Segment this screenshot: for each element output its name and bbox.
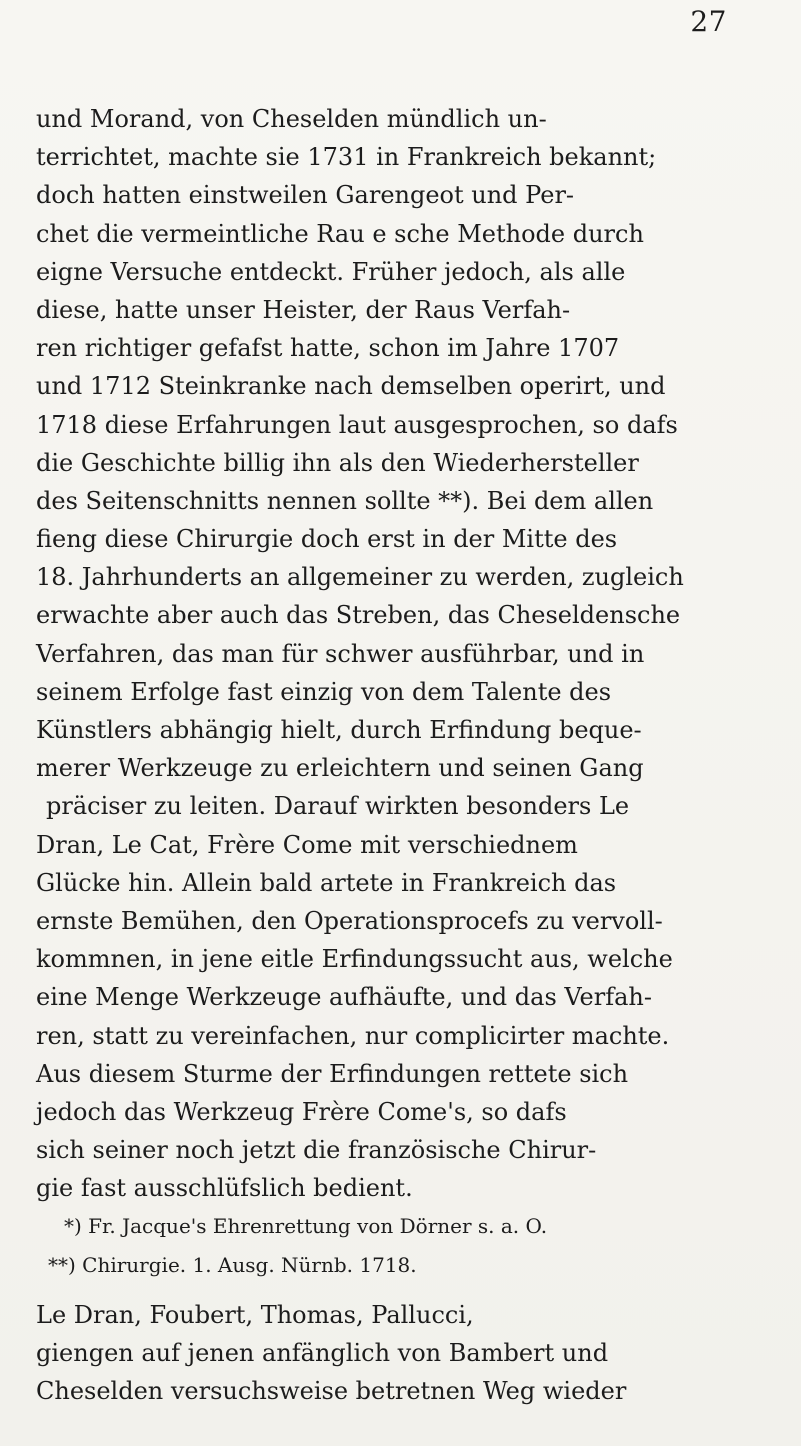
text-line: eine Menge Werkzeuge aufhäufte, und das Verfah- bbox=[36, 983, 652, 1012]
text-line: giengen auf jenen anfänglich von Bambert und bbox=[36, 1339, 609, 1367]
text-line: präciser zu leiten. Darauf wirkten besonders Le bbox=[46, 792, 630, 821]
text-line: ren richtiger gefafst hatte, schon im Jahre 1707 bbox=[36, 334, 620, 363]
text-line: merer Werkzeuge zu erleichtern und seinen Gang bbox=[36, 754, 644, 783]
text-line: fieng diese Chirurgie doch erst in der Mitte des bbox=[36, 525, 618, 554]
text-line: ren, statt zu vereinfachen, nur complicirter machte. bbox=[36, 1021, 670, 1050]
text-line: Aus diesem Sturme der Erfindungen rettete sich bbox=[36, 1059, 629, 1088]
page-number: 27 bbox=[690, 5, 727, 38]
text-line: Künstlers abhängig hielt, durch Erfindung beque- bbox=[36, 716, 642, 744]
text-line: und Morand, von Cheselden mündlich un- bbox=[36, 105, 547, 133]
text-line: gie fast ausschlüfslich bedient. bbox=[36, 1174, 413, 1203]
text-line: terrichtet, machte sie 1731 in Frankreich bekannt; bbox=[36, 143, 657, 172]
text-line: und 1712 Steinkranke nach demselben operirt, und bbox=[36, 372, 666, 401]
text-line: Le Dran, Foubert, Thomas, Pallucci, bbox=[36, 1300, 474, 1329]
text-line: Dran, Le Cat, Frère Come mit verschiednem bbox=[36, 830, 578, 859]
main-text-block bbox=[36, 100, 762, 1410]
text-line: 1718 diese Erfahrungen laut ausgesprochen, so dafs bbox=[36, 410, 678, 439]
text-line: Verfahren, das man für schwer ausführbar, und in bbox=[36, 639, 645, 668]
text-line: doch hatten einstweilen Garengeot und Per- bbox=[36, 181, 575, 210]
text-line: des Seitenschnitts nennen sollte **). Bei dem allen bbox=[36, 486, 654, 515]
text-line: ernste Bemühen, den Operationsprocefs zu vervoll- bbox=[36, 906, 663, 935]
text-line: jedoch das Werkzeug Frère Come's, so dafs bbox=[36, 1097, 567, 1126]
text-line: Glücke hin. Allein bald artete in Frankreich das bbox=[36, 868, 617, 897]
text-line: Cheselden versuchsweise betretnen Weg wieder bbox=[36, 1377, 627, 1406]
text-line: seinem Erfolge fast einzig von dem Talente des bbox=[36, 677, 612, 706]
text-line: diese, hatte unser Heister, der Raus Verfah- bbox=[36, 295, 571, 324]
footnote: **) Chirurgie. 1. Ausg. Nürnb. 1718. bbox=[48, 1252, 417, 1277]
text-line: chet die vermeintliche Rau e sche Methode durch bbox=[36, 219, 644, 248]
text-line: eigne Versuche entdeckt. Früher jedoch, als alle bbox=[36, 257, 626, 286]
text-line: sich seiner noch jetzt die französische Chirur- bbox=[36, 1136, 597, 1165]
footnote: *) Fr. Jacque's Ehrenrettung von Dörner s. a. O. bbox=[64, 1214, 548, 1239]
text-line: kommnen, in jene eitle Erfindungssucht aus, welche bbox=[36, 945, 673, 974]
text-line: 18. Jahrhunderts an allgemeiner zu werden, zugleich bbox=[36, 563, 684, 592]
text-line: die Geschichte billig ihn als den Wiederhersteller bbox=[36, 448, 639, 477]
paragraph-gap bbox=[36, 1284, 762, 1296]
text-line: erwachte aber auch das Streben, das Cheseldensche bbox=[36, 601, 681, 630]
